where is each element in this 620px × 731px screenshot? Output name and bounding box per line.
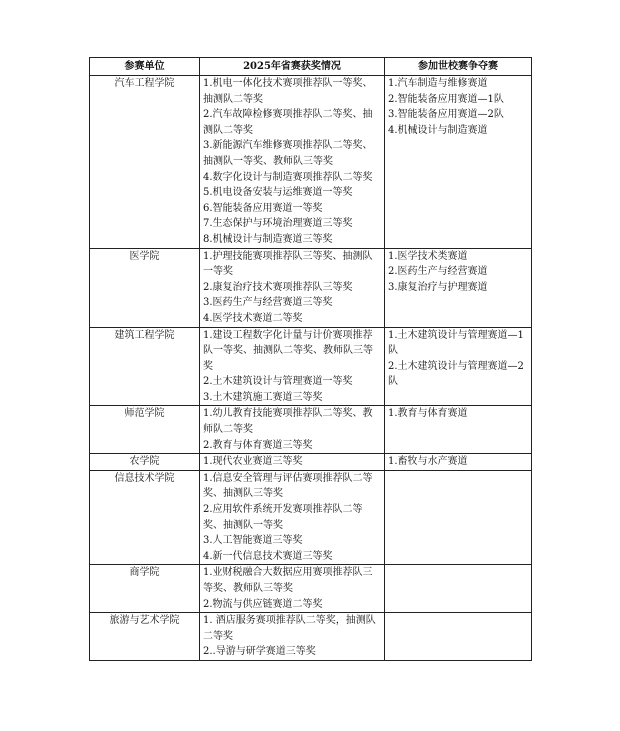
table-row — [90, 406, 532, 454]
table-row — [90, 327, 532, 406]
tracks-cell — [385, 406, 532, 454]
track-item: 2.医药生产与经营赛道 — [388, 266, 488, 278]
table-row — [90, 248, 532, 327]
awards-cell — [200, 327, 385, 406]
unit-cell: 建筑工程学院 — [90, 327, 200, 406]
award-item: 1.幼儿教育技能赛项推荐队二等奖、教师队二等奖 — [203, 408, 373, 436]
award-item: 4.医学技术赛道二等奖 — [203, 312, 303, 324]
award-item: 3.土木建筑施工赛道三等奖 — [203, 391, 323, 403]
table-row — [90, 454, 532, 471]
awards-cell — [200, 454, 385, 471]
award-item: 2.物流与供应链赛道二等奖 — [203, 598, 323, 610]
track-item: 1.教育与体育赛道 — [388, 408, 468, 420]
unit-cell: 农学院 — [90, 454, 200, 471]
award-item: 1.现代农业赛道三等奖 — [203, 456, 303, 468]
awards-cell — [200, 76, 385, 249]
award-item: 6.智能装备应用赛道一等奖 — [203, 202, 323, 214]
tracks-cell — [385, 565, 532, 613]
header-unit: 参赛单位 — [90, 58, 200, 76]
award-item: 2.土木建筑设计与管理赛道一等奖 — [203, 376, 353, 388]
track-item: 4.机械设计与制造赛道 — [388, 124, 488, 136]
award-item: 2.康复治疗技术赛项推荐队三等奖 — [203, 281, 353, 293]
award-item: 3.医药生产与经营赛道三等奖 — [203, 297, 333, 309]
track-item: 1.土木建筑设计与管理赛道—1队 — [388, 329, 524, 357]
tracks-cell — [385, 248, 532, 327]
award-item: 3.人工智能赛道三等奖 — [203, 535, 303, 547]
awards-cell — [200, 565, 385, 613]
track-item: 3.康复治疗与护理赛道 — [388, 281, 488, 293]
table-body — [90, 76, 532, 661]
award-item: 1.信息安全管理与评估赛项推荐队二等奖、抽测队三等奖 — [203, 472, 373, 500]
award-item: 1. 酒店服务赛项推荐队二等奖，抽测队二等奖 — [203, 615, 376, 642]
award-item: 1.护理技能赛项推荐队三等奖、抽测队一等奖 — [203, 250, 373, 278]
award-item: 1.机电一体化技术赛项推荐队一等奖、抽测队二等奖 — [203, 78, 373, 105]
award-item: 2.教育与体育赛道三等奖 — [203, 439, 313, 451]
award-item: 8.机械设计与制造赛道三等奖 — [203, 233, 333, 245]
award-item: 4.数字化设计与制造赛项推荐队二等奖 — [203, 171, 373, 183]
track-item: 1.畜牧与水产赛道 — [388, 456, 468, 468]
award-item: 2.汽车故障检修赛项推荐队二等奖、抽测队二等奖 — [203, 109, 373, 136]
tracks-cell — [385, 76, 532, 249]
award-item: 5.机电设备安装与运维赛道一等奖 — [203, 187, 353, 199]
table-row — [90, 470, 532, 565]
unit-cell: 信息技术学院 — [90, 470, 200, 565]
unit-cell: 汽车工程学院 — [90, 76, 200, 249]
table-row — [90, 76, 532, 249]
awards-table — [89, 57, 532, 661]
table-row — [90, 613, 532, 661]
unit-cell: 商学院 — [90, 565, 200, 613]
award-item: 7.生态保护与环境治理赛道三等奖 — [203, 218, 353, 230]
table-header-row — [90, 58, 532, 76]
table-row — [90, 565, 532, 613]
track-item: 2.智能装备应用赛道—1队 — [388, 93, 504, 105]
unit-cell: 医学院 — [90, 248, 200, 327]
awards-cell — [200, 613, 385, 661]
header-awards: 2025年省赛获奖情况 — [200, 58, 385, 76]
award-item: 1.业财税融合大数据应用赛项推荐队三等奖、教师队三等奖 — [203, 567, 373, 594]
unit-cell: 旅游与艺术学院 — [90, 613, 200, 661]
award-item: 1.建设工程数字化计量与计价赛项推荐队一等奖、抽测队二等奖、教师队三等奖 — [203, 329, 373, 372]
tracks-cell — [385, 327, 532, 406]
awards-cell — [200, 406, 385, 454]
track-item: 1.汽车制造与维修赛道 — [388, 78, 488, 89]
tracks-cell — [385, 470, 532, 565]
track-item: 1.医学技术类赛道 — [388, 250, 468, 262]
tracks-cell — [385, 454, 532, 471]
track-item: 2.土木建筑设计与管理赛道—2队 — [388, 360, 524, 388]
track-item: 3.智能装备应用赛道—2队 — [388, 109, 504, 121]
awards-cell — [200, 470, 385, 565]
award-item: 2..导游与研学赛道三等奖 — [203, 646, 316, 658]
award-item: 4.新一代信息技术赛道三等奖 — [203, 550, 333, 562]
awards-cell — [200, 248, 385, 327]
header-tracks: 参加世校赛争夺赛 — [385, 58, 532, 76]
award-item: 3.新能源汽车维修赛项推荐队二等奖、抽测队一等奖、教师队三等奖 — [203, 140, 373, 167]
tracks-cell — [385, 613, 532, 661]
award-item: 2.应用软件系统开发赛项推荐队二等奖、抽测队一等奖 — [203, 504, 363, 531]
unit-cell: 师范学院 — [90, 406, 200, 454]
